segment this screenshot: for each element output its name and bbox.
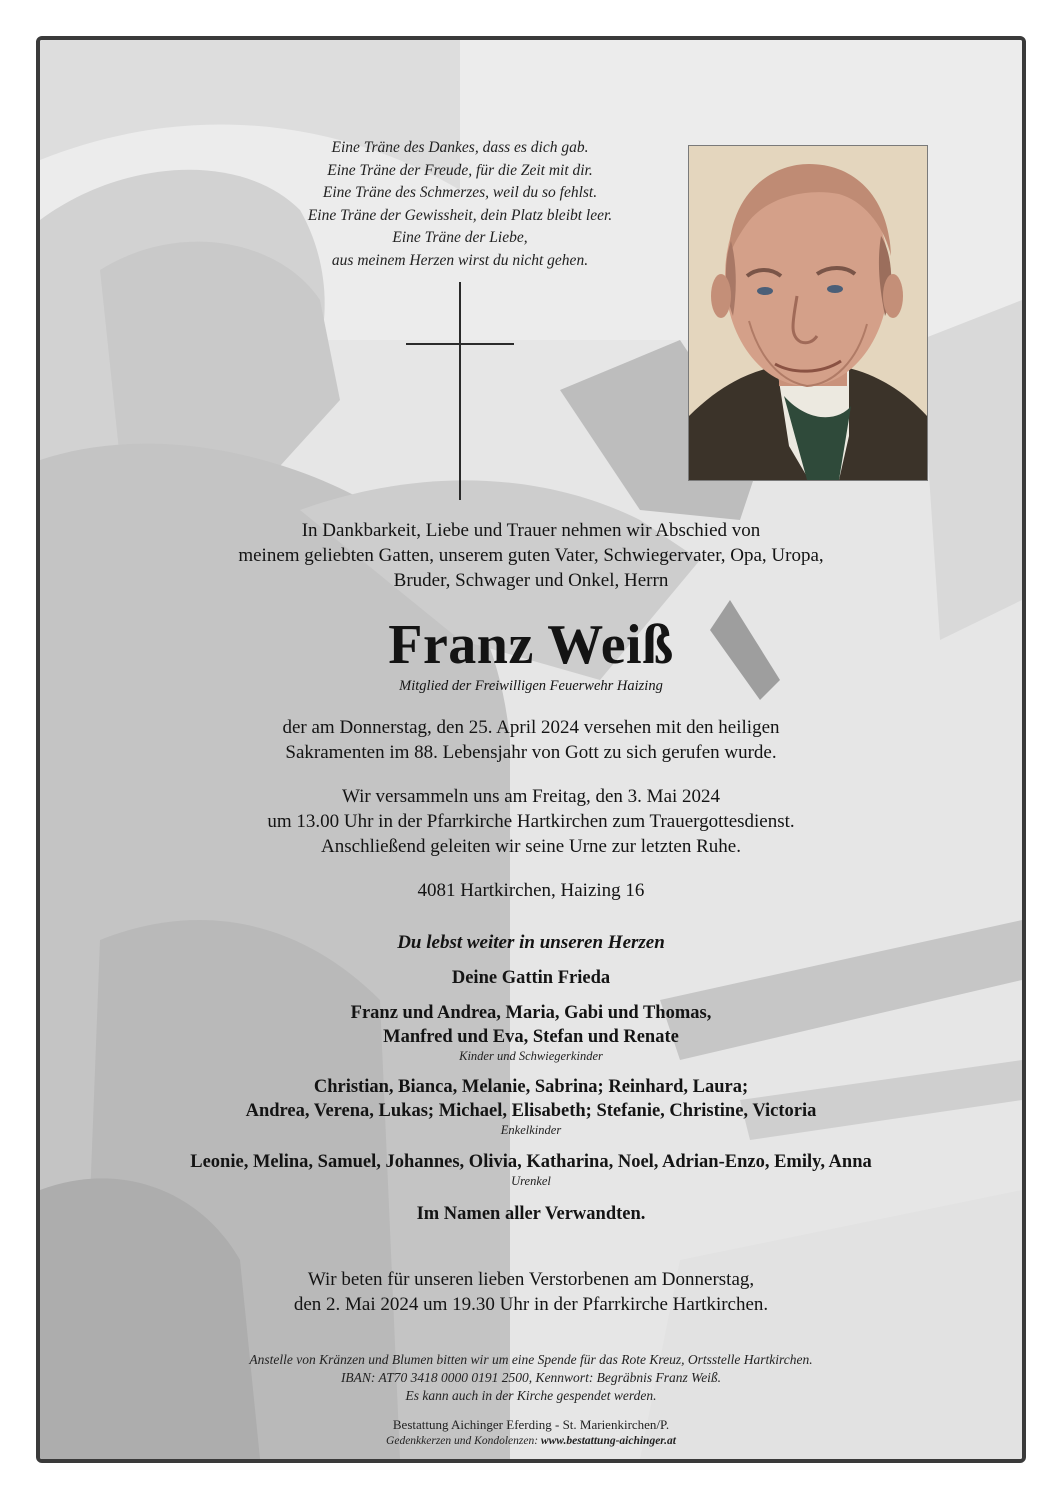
grandchildren-caption: Enkelkinder <box>500 1123 562 1137</box>
grandchildren-block <box>100 1075 962 1138</box>
obituary-frame <box>36 36 1026 1463</box>
children-block <box>100 1001 962 1064</box>
intro-line: In Dankbarkeit, Liebe und Trauer nehmen wir Abschied von <box>301 520 761 541</box>
service-info <box>100 784 962 859</box>
poem-line: Eine Träne des Schmerzes, weil du so fehlst. <box>322 184 598 201</box>
intro-line: Bruder, Schwager und Onkel, Herrn <box>393 570 669 591</box>
membership: Mitglied der Freiwilligen Feuerwehr Haizing <box>399 678 663 694</box>
service-line: Anschließend geleiten wir seine Urne zur letzten Ruhe. <box>321 836 741 857</box>
service-line: Wir versammeln uns am Freitag, den 3. Mai 2024 <box>341 786 721 807</box>
donation-line: Anstelle von Kränzen und Blumen bitten wir um eine Spende für das Rote Kreuz, Ortsstelle Hartkirchen. <box>249 1352 813 1367</box>
grandchildren-line: Christian, Bianca, Melanie, Sabrina; Reinhard, Laura; <box>313 1077 749 1097</box>
children-line: Manfred und Eva, Stefan und Renate <box>383 1027 679 1047</box>
donation-info <box>100 1351 962 1405</box>
intro-line: meinem geliebten Gatten, unserem guten Vater, Schwiegervater, Opa, Uropa, <box>238 545 824 566</box>
poem-line: Eine Träne des Dankes, dass es dich gab. <box>331 139 589 156</box>
prayer-line: Wir beten für unseren lieben Verstorbenen am Donnerstag, <box>307 1269 755 1290</box>
grandchildren-line: Andrea, Verena, Lukas; Michael, Elisabeth; Stefanie, Christine, Victoria <box>245 1101 817 1121</box>
prayer-line: den 2. Mai 2024 um 19.30 Uhr in der Pfarrkirche Hartkirchen. <box>293 1294 769 1315</box>
funeral-home <box>100 1416 962 1450</box>
death-notice-line: der am Donnerstag, den 25. April 2024 versehen mit den heiligen <box>282 717 780 738</box>
donation-line: Es kann auch in der Kirche gespendet werden. <box>405 1388 657 1403</box>
children-line: Franz und Andrea, Maria, Gabi und Thomas, <box>350 1003 712 1023</box>
address: 4081 Hartkirchen, Haizing 16 <box>417 880 645 901</box>
children-caption: Kinder und Schwiegerkinder <box>459 1049 603 1063</box>
great-grandchildren-line: Leonie, Melina, Samuel, Johannes, Olivia, Katharina, Noel, Adrian-Enzo, Emily, Anna <box>190 1152 872 1172</box>
condolence-line <box>100 1433 962 1450</box>
death-notice <box>100 715 962 765</box>
website-link[interactable]: www.bestattung-aichinger.at <box>540 1435 676 1447</box>
poem-line: Eine Träne der Gewissheit, dein Platz bleibt leer. <box>307 206 613 224</box>
cross-icon <box>400 278 520 502</box>
great-grandchildren-block <box>80 1150 982 1189</box>
funeral-home-name: Bestattung Aichinger Eferding - St. Marienkirchen/P. <box>392 1417 670 1432</box>
poem <box>190 137 730 272</box>
deceased-name: Franz Weiß <box>388 614 674 676</box>
great-grandchildren-caption: Urenkel <box>511 1174 551 1188</box>
poem-line: aus meinem Herzen wirst du nicht gehen. <box>331 251 589 269</box>
prayer-info <box>100 1267 962 1317</box>
motto: Du lebst weiter in unseren Herzen <box>397 932 665 953</box>
poem-line: Eine Träne der Liebe, <box>392 229 528 246</box>
death-notice-line: Sakramenten im 88. Lebensjahr von Gott zu sich gerufen wurde. <box>285 742 777 763</box>
donation-line: IBAN: AT70 3418 0000 0191 2500, Kennwort: Begräbnis Franz Weiß. <box>340 1370 722 1385</box>
intro-text <box>100 518 962 593</box>
service-line: um 13.00 Uhr in der Pfarrkirche Hartkirchen zum Trauergottesdienst. <box>267 811 795 832</box>
wife: Deine Gattin Frieda <box>451 968 611 988</box>
poem-line: Eine Träne der Freude, für die Zeit mit dir. <box>327 161 593 179</box>
portrait-photo <box>688 145 928 481</box>
condolence-label: Gedenkkerzen und Kondolenzen: <box>386 1435 539 1447</box>
relatives-signature: Im Namen aller Verwandten. <box>416 1204 646 1224</box>
